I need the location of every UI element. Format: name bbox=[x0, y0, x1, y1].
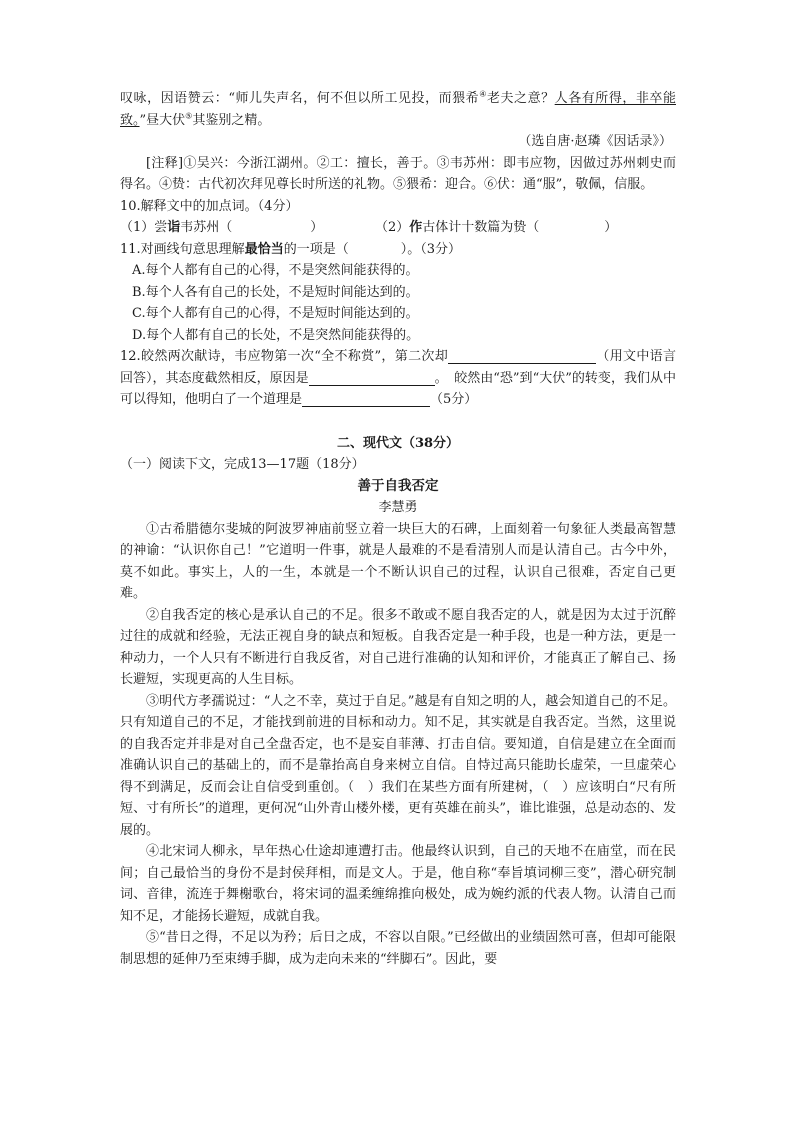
question-11-stem: 11.对画线句意思理解最恰当的一项是（ ）。（3分） bbox=[120, 241, 461, 257]
answer-blank[interactable] bbox=[309, 370, 435, 386]
article-author: 李慧勇 bbox=[378, 500, 418, 515]
question-10-stem: 10.解释文中的加点词。（4分） bbox=[120, 198, 299, 214]
dotted-word: 作 bbox=[409, 220, 423, 235]
source-citation: （选自唐·赵璘《因话录》） bbox=[518, 134, 672, 149]
document-page bbox=[120, 88, 676, 970]
option-b: B.每个人各有自己的长处，不是短时间能达到的。 bbox=[132, 284, 419, 300]
article-paragraph-1: ①古希腊德尔斐城的阿波罗神庙前竖立着一块巨大的石碑，上面刻着一句象征人类最高智慧的神谕：“认识你自己！”它道明一件事，就是人最难的不是看清别人而是认清自己。古今中外，莫不如此。事实上，人的一生，本就是一个不断认识自己的过程，认识自己很难，否定自己更难。 bbox=[120, 521, 676, 601]
article-paragraph-4: ④北宋词人柳永，早年热心仕途却連遭打击。他最终认识到，自己的天地不在庙堂，而在民间；自己最恰当的身份不是封侯拜相，而是文人。于是，他自称“奉旨填词柳三变”，潜心研究制词、音律，流连于舞榭歌台，将宋词的温柔缠绵推向极处，成为婉约派的代表人物。认清自己而知不足，才能扬长避短，成就自我。 bbox=[120, 844, 676, 924]
article-paragraph-2: ②自我否定的核心是承认自己的不足。很多不敢或不愿自我否定的人，就是因为太过于沉醉过往的成就和经验，无法正视自身的缺点和短板。自我否定是一种手段，也是一种方法，更是一种动力，一个人只有不断进行自我反省，对自己进行准确的认知和评价，才能真正了解自己、扬长避短，实现更高的人生目标。 bbox=[120, 607, 676, 687]
answer-blank[interactable] bbox=[302, 391, 430, 407]
section-heading: 二、现代文（38分） bbox=[336, 435, 460, 451]
section-instructions: （一）阅读下文，完成13—17题（18分） bbox=[120, 457, 365, 472]
question-12: 12.皎然两次献诗，韦应物第一次“全不称赏”，第二次却 （用文中语言回答），其态度截然相反，原因是 。 皎然由“恐”到“大伏”的转变，我们从中可以得知，他明白了一个道理是 （5分） bbox=[120, 349, 676, 407]
footnote-marker: ⑤ bbox=[185, 111, 193, 121]
article-paragraph-3: ③明代方孝孺说过：“人之不幸，莫过于自足。”越是有自知之明的人，越会知道自己的不足。只有知道自己的不足，才能找到前进的目标和动力。知不足，其实就是自我否定。当然，这里说的自我否定并非是对自己全盘否定，也不是妄自菲薄、打击自信。要知道，自信是建立在全面而准确认识自己的基础上的，而不是靠抬高自身来树立自信。自恃过高只能助长虚荣，一旦虚荣心得不到满足，反而会让自信受到重创。（ ）我们在某些方面有所建树，（ ）应该明白“尺有所短、寸有所长”的道理，更何况“山外青山楼外楼，更有英雄在前头”，谁比谁强，总是动态的、发展的。 bbox=[120, 693, 676, 838]
question-10-items: （1）尝诣韦苏州（ ） （2）作古体计十数篇为贽（ ） bbox=[120, 220, 618, 235]
option-a: A.每个人都有自己的心得，不是突然间能获得的。 bbox=[132, 263, 419, 278]
article-paragraph-5: ⑤“昔日之得，不足以为矜；后日之成，不容以自限。”已经做出的业绩固然可喜，但却可能限制思想的延伸乃至束缚手脚，成为走向未来的“绊脚石”。因此，要 bbox=[120, 930, 676, 967]
dotted-word: 诣 bbox=[167, 220, 181, 235]
answer-blank[interactable] bbox=[448, 348, 596, 364]
article-title: 善于自我否定 bbox=[357, 477, 439, 494]
footnote-marker: ④ bbox=[479, 89, 487, 99]
classical-text-paragraph: 叹咏，因语赞云：“师儿失声名，何不但以所工见投，而猥希④老夫之意？人各有所得，非卒能致。”昼大伏⑤其鉴别之精。 bbox=[120, 89, 676, 128]
option-d: D.每个人都有自己的长处，不是突然间能获得的。 bbox=[132, 327, 420, 343]
option-c: C.每个人都有自己的心得，不是短时间能达到的。 bbox=[132, 306, 419, 321]
underlined-sentence: 人各有所得，非卒能致。 bbox=[120, 91, 676, 128]
annotation-notes: [注释]①吴兴：今浙江湖州。②工：擅长，善于。③韦苏州：即韦应物，因做过苏州刺史而得名。④贽：古代初次拜见尊长时所送的礼物。⑤猥希：迎合。⑥伏：通“服”，敬佩，信服。 bbox=[120, 155, 676, 192]
